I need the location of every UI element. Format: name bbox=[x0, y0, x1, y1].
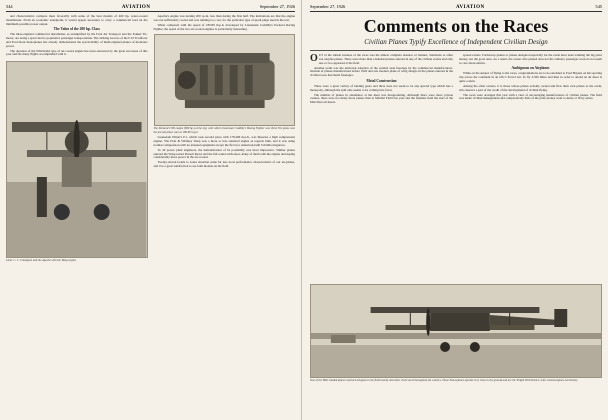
left-page-header bbox=[6, 4, 295, 12]
section-heading: Ambiguous on Airplanes bbox=[511, 66, 550, 71]
issue-date: September 27, 1926 bbox=[259, 4, 295, 9]
paragraph: Lieutenant Elliott's P.1, which took second place with 178.409 m.p.h., was likewise a high compression engine. The Pratt & Whitney Wasp was a more or less standard engine as regards bulk, and it was using normal compression with no unusual equipment except the first two American-built Scintilla magnetos. bbox=[153, 135, 295, 147]
paragraph: Another point was the universal adoption of the welded steel fuselage by the commercial manufacturers. Outside of planes manufactured before 1920 and one modern plane of wing design all the planes entered in the civilian races had metal fuselages. bbox=[310, 65, 453, 78]
section-heading: The Value of the 200 hp. Class bbox=[53, 27, 100, 32]
paragraph: The races were arranged this year with a view of encouraging manufacturers of civilian planes. The field was under civilian management and comparatively little of the prize money went to Army or Navy pilots. bbox=[459, 92, 602, 101]
magazine-title: AVIATION bbox=[456, 5, 485, 10]
right-column-2 bbox=[459, 54, 602, 282]
section-heading: Metal Construction bbox=[366, 78, 397, 83]
left-column-2 bbox=[154, 15, 296, 265]
lead-text: UT of the salient features of the races was the almost complete absence of Jennies, Standards or other war surplus planes. There were more than a hundred planes entered in any of the civilian events and only one or two appeared at the field. bbox=[318, 54, 453, 65]
paragraph: and characteristics compare most favorably with some of the best models of 400 hp. water-cooled installations. From an economic standpoint, it would appear necessary to carry a commercial load on the minimum possible power output. bbox=[6, 14, 148, 26]
left-column-1 bbox=[6, 15, 148, 265]
photo-caption: The Packard 1500 engine (800 hp.) at the top; with which Lieutenant Cuddihy's Boeing Fighter won third. The plane won the pursuit plane race at 180.89 m.p.h. bbox=[153, 126, 295, 134]
paragraph: spread events. Tricked up planes or planes designed especially for the event have been winning the big prize money, not the good ones. As a result, the owner who piloted does not his ordinary passenger work do not seem to care about entries. bbox=[459, 54, 602, 65]
paragraph: There were a great variety of landing gears and there does not seem to be any special type which has a monopoly, although the split axle seems to be coming into favor. bbox=[310, 83, 453, 92]
paragraph: While on the subject of flying to the races, congratulations are to be extended to Fred Haynes on his sporting trip across the continent in an OX-5 Travel Air. To fly 2,500 miles and then in order to attend an air meet is quite a stunt. bbox=[459, 71, 602, 83]
paragraph: The number of planes in attendance at the meet was disappointing. Although there were more private owners, there were not many more planes than at Mitchel Field last year and the smallest field the start of the Mid-West air meets. bbox=[310, 92, 453, 105]
photo-caption: One of the Hall Guided planes used at Lexington in the field nearby and other street most throughout the country. These Stout planes operate very close to the ground and are the Wright Whirlwind J-4 Air cooled engines exclusively. bbox=[310, 378, 578, 382]
left-columns bbox=[6, 15, 295, 265]
photo-stout-planes bbox=[310, 284, 602, 378]
page-number: 545 bbox=[595, 4, 602, 9]
magazine-title: AVIATION bbox=[121, 5, 151, 10]
paragraph: Among the other owners, it is those whose planes actually owned and flew their own planes to the event, who deserve a part of the credit of the development of civilian flying. bbox=[459, 83, 602, 92]
divider bbox=[310, 50, 602, 51]
lead-paragraph bbox=[310, 54, 453, 65]
paragraph: To all power plant engineers, the demonstration of its possibility was most impressive. Similar planes entered the Wasp-tested Pursuit Races and the fall round-with-snow, many of them with the engine developing considerably more power in the air-cooled. bbox=[153, 147, 295, 160]
photo-airplane-apache bbox=[6, 61, 148, 258]
page-number: 544 bbox=[6, 4, 13, 9]
article-title: Comments on the Races bbox=[363, 16, 549, 36]
paragraph: Twenty-eleven bonds to Jones situation some far less local performance characteristics of our air-planes, and it is a great satisfaction to see both models on the field. bbox=[153, 160, 295, 169]
left-page bbox=[0, 0, 302, 420]
paragraph: Apache's engine was turning 200 r.p.m. less than during the first half. The indications are that the engine was not sufficiently cooled and was running too cool, for the particular type of spark plugs used in the test. bbox=[153, 14, 295, 22]
paragraph: The question of the Whirlwind type of air-cooled engine has been answered by the great successes of this year and the many flights accomplished with it. bbox=[6, 48, 148, 57]
right-column-1 bbox=[310, 54, 453, 282]
issue-date: September 27, 1926 bbox=[310, 4, 346, 9]
right-page-header bbox=[310, 4, 602, 12]
photo-packard-engine bbox=[154, 34, 296, 126]
drop-cap: O bbox=[310, 54, 318, 64]
right-columns bbox=[310, 54, 602, 282]
article-subtitle: Civilian Planes Typify Excellence of Independent Civilian Design bbox=[364, 38, 548, 46]
photo-caption: Lieut. C. C. Champion and the Apache with the Wasp engine bbox=[6, 258, 77, 263]
paragraph: The three-engined commercial installation, as exemplified by the Ford Air Transport and the Fokker Tri-motor, are doing a great deal to popularize passenger transportation. The striking success of the F.10 Tri-Motor and Ford-Stout monoplanes has already demonstrated the practicability of multi-engined planes of moderate power. bbox=[6, 32, 148, 48]
paragraph: When compared with the speed of 180.89 m.p.h. developed by Lieutenant Cuddihy's Packard Racing Fighter, the speed of the two air-cooled engines is particularly interesting. bbox=[153, 22, 295, 31]
right-page bbox=[304, 0, 608, 420]
